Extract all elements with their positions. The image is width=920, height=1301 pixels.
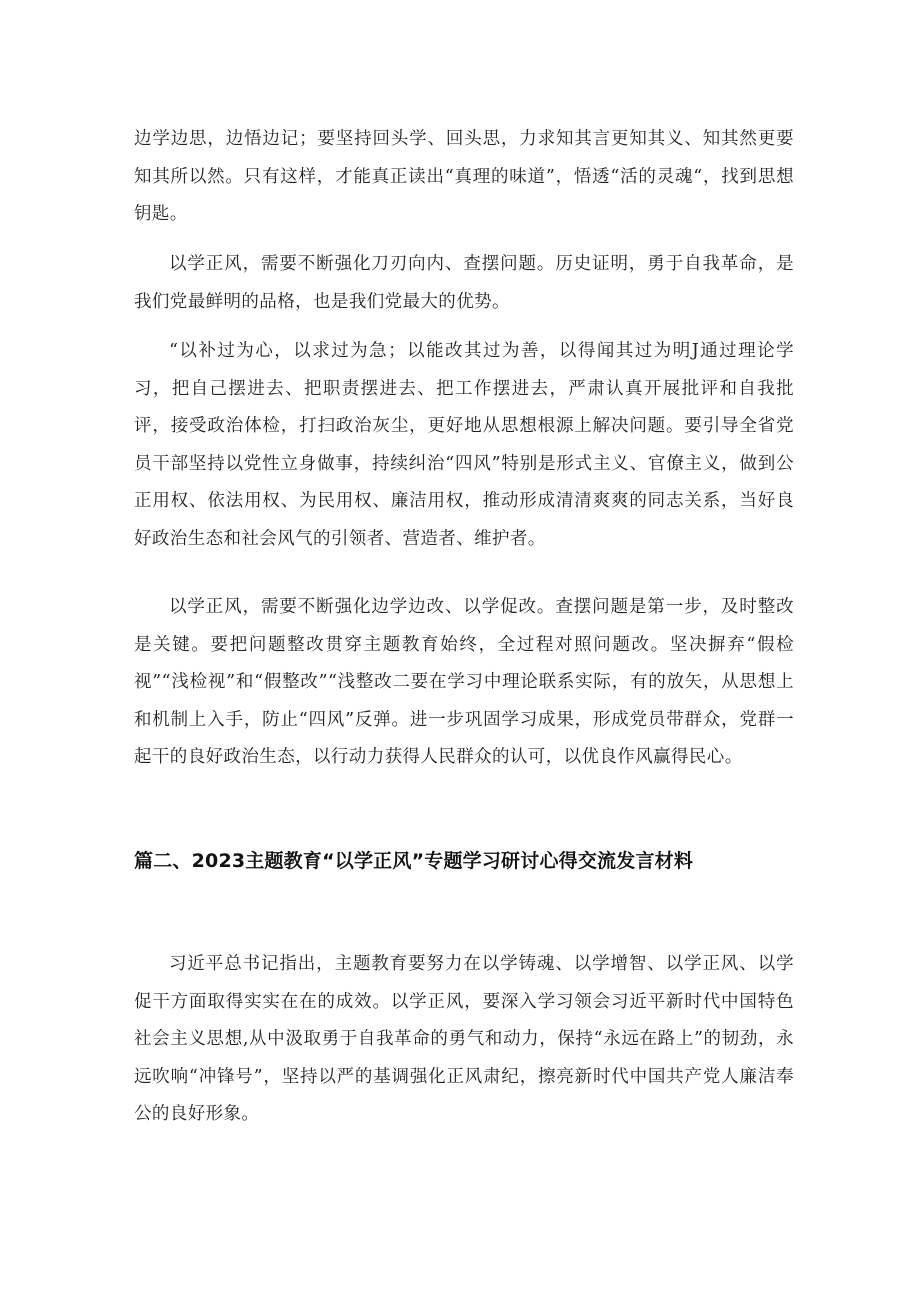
paragraph-criticism-self-criticism: “以补过为心，以求过为急；以能改其过为善，以得闻其过为明J通过理论学习，把自己摆进去、把职责摆进去、把工作摆进去，严肃认真开展批评和自我批评，接受政治体检，打扫政治灰尘，更好地从思想根源上解决问题。要引导全省党员干部坚持以党性立身做事，持续纠治“四风”特别是形式主义、官僚主义，做到公正用权、依法用权、为民用权、廉洁用权，推动形成清清爽爽的同志关系，当好良好政治生态和社会风气的引领者、营造者、维护者。 bbox=[134, 341, 794, 549]
paragraph-rectification: 以学正风，需要不断强化边学边改、以学促改。查摆问题是第一步，及时整改是关键。要把问题整改贯穿主题教育始终，全过程对照问题改。坚决摒弃“假检视”“浅检视”和“假整改”“浅整改二要在学习中理论联系实际，有的放矢，从思想上和机制上入手，防止“四风”反弹。进一步巩固学习成果，形成党员带群众，党群一起干的良好政治生态，以行动力获得人民群众的认可，以优良作风赢得民心。 bbox=[134, 597, 794, 768]
paragraph-study-reflection: 边学边思，边悟边记；要坚持回头学、回头思，力求知其言更知其义、知其然更要知其所以然。只有这样，才能真正读出“真理的味道”，悟透“活的灵魂“，找到思想钥匙。 bbox=[134, 129, 794, 225]
paragraph-theme-education: 习近平总书记指出，主题教育要努力在以学铸魂、以学增智、以学正风、以学促干方面取得实实在在的成效。以学正风，要深入学习领会习近平新时代中国特色社会主义思想,从中汲取勇于自我革命的勇气和动力，保持“永远在路上”的韧劲，永远吹响“冲锋号”，坚持以严的基调强化正风肃纪，擦亮新时代中国共产党人廉洁奉公的良好形象。 bbox=[134, 954, 794, 1125]
section-heading: 篇二、2023主题教育“以学正风”专题学习研讨心得交流发言材料 bbox=[134, 850, 694, 872]
paragraph-self-revolution: 以学正风，需要不断强化刀刃向内、查摆问题。历史证明，勇于自我革命，是我们党最鲜明的品格，也是我们党最大的优势。 bbox=[134, 254, 794, 312]
